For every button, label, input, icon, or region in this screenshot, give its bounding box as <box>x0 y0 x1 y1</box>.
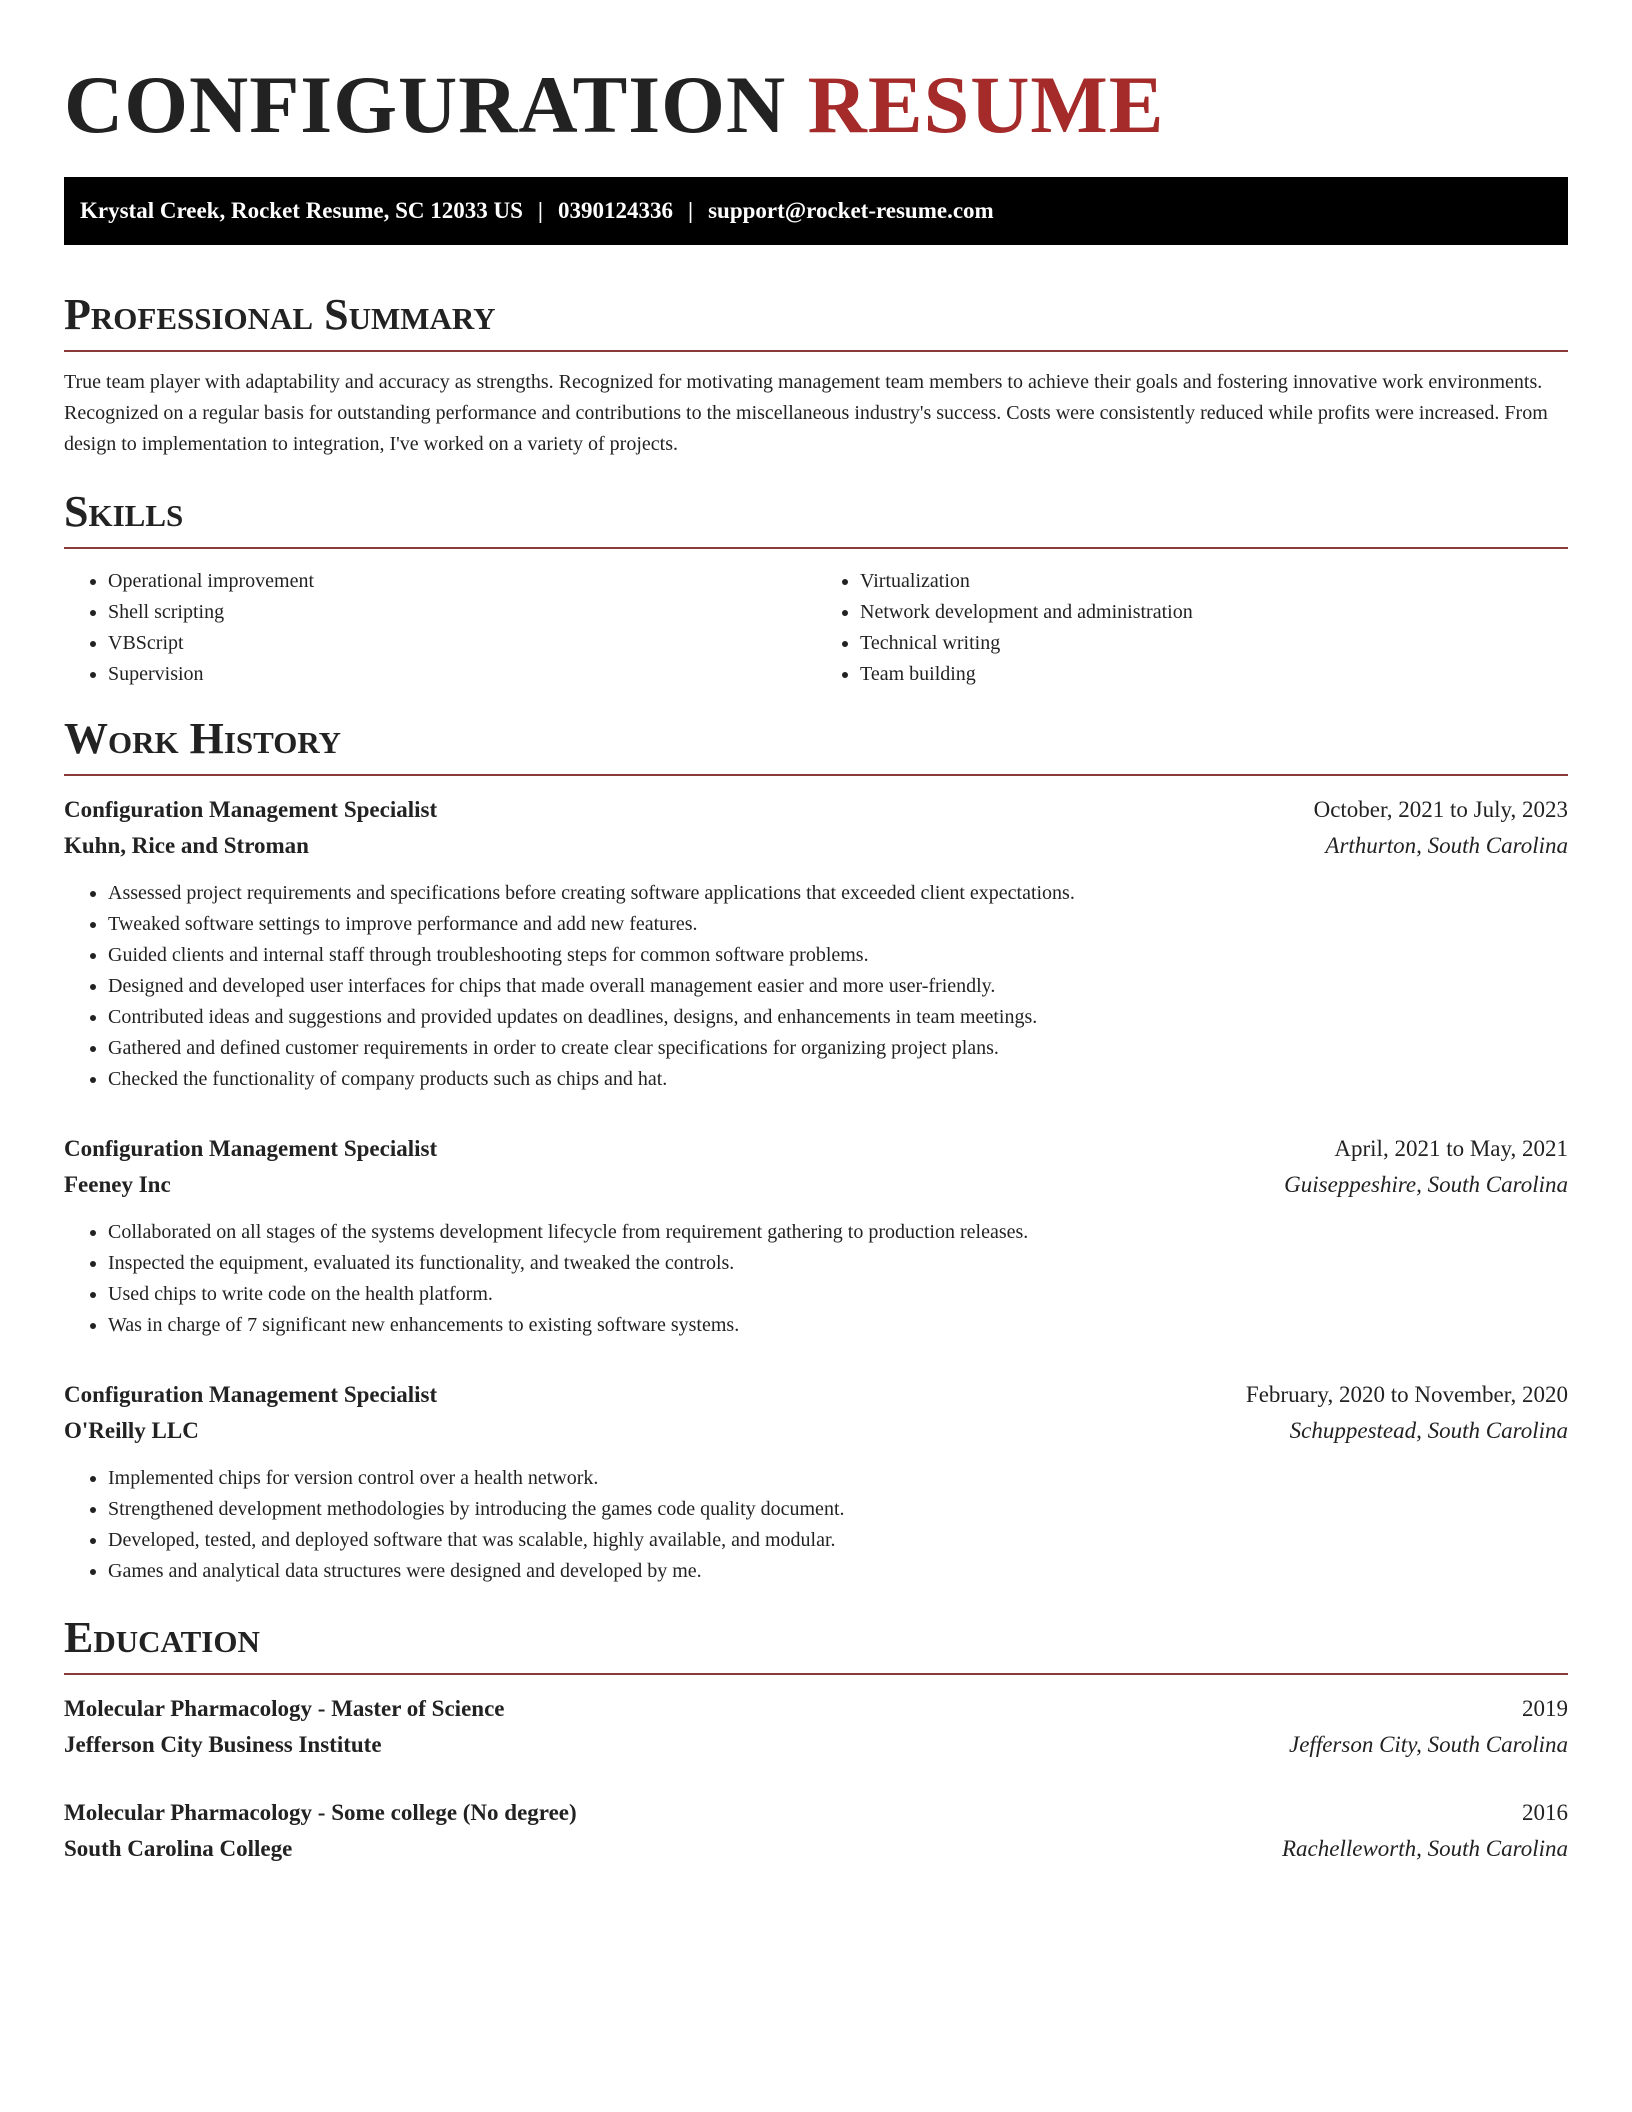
job-location: Guiseppeshire, South Carolina <box>1284 1172 1568 1197</box>
job-entry <box>64 792 1568 1095</box>
education-degree-row <box>64 1795 1568 1831</box>
summary-section <box>64 290 1568 460</box>
skills-section <box>64 487 1568 690</box>
job-bullet: • Gathered and defined customer requirements in order to create clear specifications for organizing project plans. <box>108 1033 1568 1064</box>
job-entry <box>64 1131 1568 1341</box>
section-divider <box>64 1673 1568 1675</box>
education-entry <box>64 1795 1568 1867</box>
job-bullets <box>64 1463 1568 1587</box>
skill-item: • Technical writing <box>860 628 1568 659</box>
contact-separator: | <box>688 198 694 223</box>
job-bullet: • Checked the functionality of company products such as chips and hat. <box>108 1064 1568 1095</box>
job-title: Configuration Management Specialist <box>64 1136 438 1161</box>
summary-text: True team player with adaptability and accuracy as strengths. Recognized for motivating management team members to achieve their goals and fostering innovative work environments. Recognized on a regular basis for outstanding performance and contributions to the miscellaneous industry's success. Costs were consistently reduced while profits were increased. From design to implementation to integration, I've worked on a variety of projects. <box>64 371 1548 455</box>
job-bullet: • Inspected the equipment, evaluated its functionality, and tweaked the controls. <box>108 1248 1568 1279</box>
job-company-row <box>64 1413 1568 1449</box>
education-section <box>64 1613 1568 1867</box>
skill-item: • Shell scripting <box>108 597 816 628</box>
contact-address: Krystal Creek, Rocket Resume, SC 12033 US <box>80 198 523 223</box>
job-bullet: • Tweaked software settings to improve performance and add new features. <box>108 909 1568 940</box>
section-divider <box>64 547 1568 549</box>
job-title-row <box>64 792 1568 828</box>
job-company-row <box>64 1167 1568 1203</box>
job-dates: April, 2021 to May, 2021 <box>1334 1136 1568 1161</box>
job-entry <box>64 1377 1568 1587</box>
skill-item: • Supervision <box>108 659 816 690</box>
skill-item: • Virtualization <box>860 566 1568 597</box>
skill-item: • Team building <box>860 659 1568 690</box>
job-bullet: • Strengthened development methodologies by introducing the games code quality document. <box>108 1494 1568 1525</box>
job-company: O'Reilly LLC <box>64 1418 199 1443</box>
skills-column-left <box>64 566 816 690</box>
skill-item: • VBScript <box>108 628 816 659</box>
education-location: Jefferson City, South Carolina <box>1289 1732 1568 1757</box>
contact-email: support@rocket-resume.com <box>708 198 994 223</box>
education-school: South Carolina College <box>64 1836 293 1861</box>
job-bullet: • Games and analytical data structures were designed and developed by me. <box>108 1556 1568 1587</box>
work-history-section <box>64 714 1568 1587</box>
section-divider <box>64 774 1568 776</box>
job-bullet: • Implemented chips for version control over a health network. <box>108 1463 1568 1494</box>
education-location: Rachelleworth, South Carolina <box>1282 1836 1568 1861</box>
contact-phone: 0390124336 <box>558 198 673 223</box>
job-location: Schuppestead, South Carolina <box>1289 1418 1568 1443</box>
job-location: Arthurton, South Carolina <box>1325 833 1568 858</box>
education-school-row <box>64 1727 1568 1763</box>
job-bullet: • Developed, tested, and deployed software that was scalable, highly available, and modular. <box>108 1525 1568 1556</box>
job-title-row <box>64 1377 1568 1413</box>
job-company-row <box>64 828 1568 864</box>
skills-column-right <box>816 566 1568 690</box>
resume-title <box>64 55 1568 155</box>
skills-grid <box>64 566 1568 690</box>
education-year: 2019 <box>1522 1696 1568 1721</box>
job-title: Configuration Management Specialist <box>64 797 438 822</box>
title-accent: RESUME <box>807 59 1165 150</box>
skill-item: • Network development and administration <box>860 597 1568 628</box>
education-degree: Molecular Pharmacology - Master of Science <box>64 1696 505 1721</box>
contact-separator: | <box>537 198 543 223</box>
summary-heading: Professional Summary <box>64 290 496 339</box>
education-year: 2016 <box>1522 1800 1568 1825</box>
job-bullets <box>64 878 1568 1095</box>
work-history-heading: Work History <box>64 714 342 763</box>
education-heading: Education <box>64 1613 260 1662</box>
contact-bar <box>64 177 1568 245</box>
title-main: CONFIGURATION <box>64 59 787 150</box>
job-title-row <box>64 1131 1568 1167</box>
education-entry <box>64 1691 1568 1763</box>
education-degree-row <box>64 1691 1568 1727</box>
job-bullets <box>64 1217 1568 1341</box>
job-dates: February, 2020 to November, 2020 <box>1245 1382 1568 1407</box>
job-title: Configuration Management Specialist <box>64 1382 438 1407</box>
job-bullet: • Designed and developed user interfaces for chips that made overall management easier and more user-friendly. <box>108 971 1568 1002</box>
job-bullet: • Was in charge of 7 significant new enhancements to existing software systems. <box>108 1310 1568 1341</box>
section-divider <box>64 350 1568 352</box>
skill-item: • Operational improvement <box>108 566 816 597</box>
job-company: Feeney Inc <box>64 1172 171 1197</box>
job-dates: October, 2021 to July, 2023 <box>1313 797 1568 822</box>
job-bullet: • Contributed ideas and suggestions and provided updates on deadlines, designs, and enhancements in team meetings. <box>108 1002 1568 1033</box>
education-degree: Molecular Pharmacology - Some college (No degree) <box>64 1800 577 1825</box>
job-bullet: • Guided clients and internal staff through troubleshooting steps for common software problems. <box>108 940 1568 971</box>
job-bullet: • Assessed project requirements and specifications before creating software applications that exceeded client expectations. <box>108 878 1568 909</box>
education-school: Jefferson City Business Institute <box>64 1732 382 1757</box>
skills-heading: Skills <box>64 487 184 536</box>
job-company: Kuhn, Rice and Stroman <box>64 833 309 858</box>
job-bullet: • Collaborated on all stages of the systems development lifecycle from requirement gathering to production releases. <box>108 1217 1568 1248</box>
job-bullet: • Used chips to write code on the health platform. <box>108 1279 1568 1310</box>
education-school-row <box>64 1831 1568 1867</box>
